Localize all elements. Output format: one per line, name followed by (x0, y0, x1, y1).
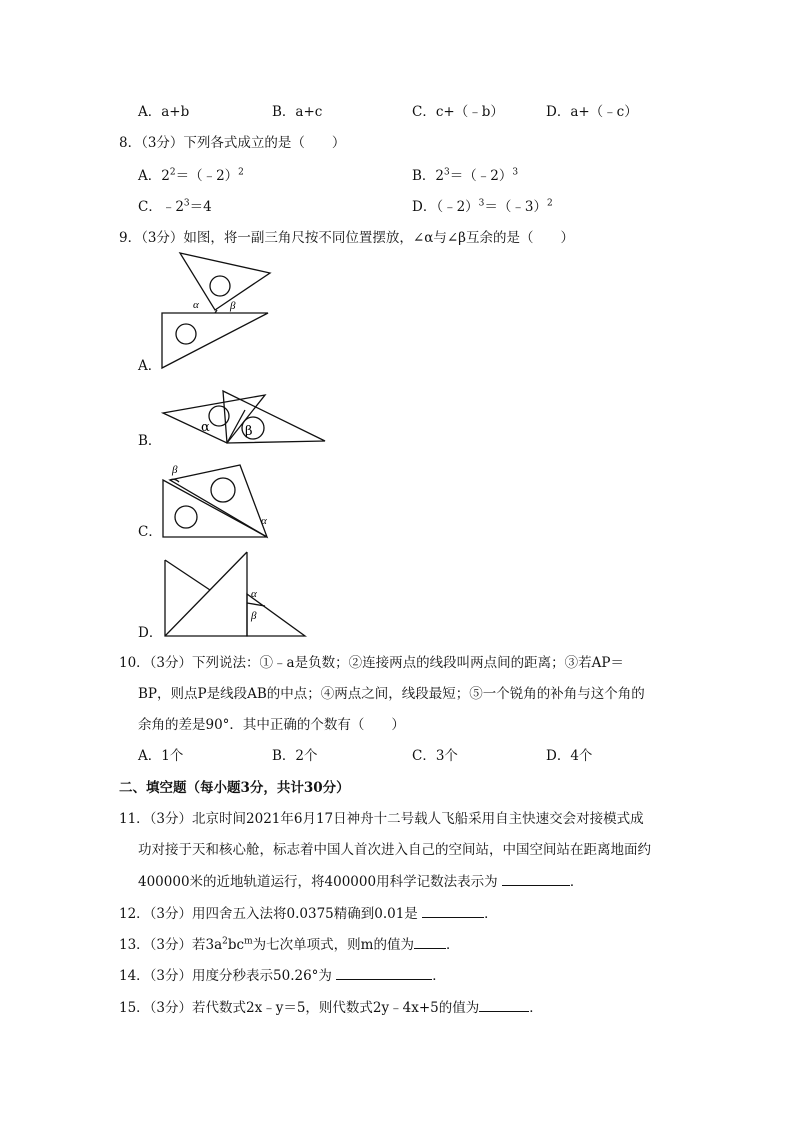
q11-line1: 11．（3分）北京时间2021年6月17日神舟十二号载人飞船采用自主快速交会对接模式成 (119, 811, 644, 827)
q8-option-d: D．（﹣2）$^3$＝（﹣3）$^2$ (412, 198, 553, 215)
q9-c-circle-top (211, 478, 235, 502)
q9-b-circle-left (209, 406, 229, 426)
q9-a-circle-bottom (176, 324, 196, 344)
q11-line3: 400000米的近地轨道运行，将400000用科学记数法表示为 ． (138, 874, 584, 890)
q9-b-alpha: α (201, 420, 210, 435)
q9-option-b-label: B． (138, 433, 162, 449)
q8-stem: 8．（3分）下列各式成立的是（ ） (119, 135, 346, 151)
q10-line2: BP，则点P是线段AB的中点；④两点之间，线段最短；⑤一个锐角的补角与这个角的 (138, 686, 645, 702)
q15-line: 15．（3分）若代数式2x﹣y＝5，则代数式2y﹣4x+5的值为 ． (119, 1000, 543, 1016)
q15-answer-blank[interactable] (479, 998, 529, 1012)
q10-line1: 10．（3分）下列说法：①﹣a是负数；②连接两点的线段叫两点间的距离；③若AP＝ (119, 655, 624, 671)
q11-line2: 功对接于天和核心舱，标志着中国人首次进入自己的空间站，中国空间站在距离地面约 (138, 842, 651, 858)
q9-option-d-label: D． (138, 625, 163, 641)
q12-answer-blank[interactable] (422, 904, 484, 918)
q9-figure-b (155, 385, 335, 455)
q10-line3: 余角的差是90°．其中正确的个数有（ ） (138, 717, 405, 733)
q9-a-alpha: α (193, 299, 199, 311)
q9-d-square (165, 560, 247, 636)
q9-c-beta: β (172, 464, 178, 476)
q9-stem: 9．（3分）如图，将一副三角尺按不同位置摆放，∠α与∠β互余的是（ ） (119, 230, 574, 246)
q9-c-alpha: α (261, 515, 267, 527)
q8-option-b: B．$2^3=(﹣2)^3$ (412, 167, 519, 184)
q7-option-c: C．c+（﹣b） (412, 104, 504, 120)
q7-option-a: A．a+b (138, 104, 190, 120)
q9-c-circle-bottom (175, 506, 197, 528)
q9-b-triangle-right (223, 391, 325, 443)
q8-option-a: A．$2^2=(﹣2)^2$ (138, 167, 244, 184)
q9-a-beta: β (230, 300, 236, 312)
q9-a-circle-top (210, 276, 230, 296)
q10-option-c: C．3个 (412, 748, 458, 764)
q9-d-alpha: α (251, 588, 257, 600)
q13-answer-blank[interactable] (414, 935, 446, 949)
q9-option-a-label: A． (138, 358, 162, 374)
q9-figure-c (155, 460, 285, 542)
q9-figure-d (155, 548, 315, 643)
q10-option-b: B．2个 (272, 748, 318, 764)
q9-figure-a (155, 248, 275, 378)
section-title: 二、填空题（每小题3分，共计30分） (119, 780, 350, 796)
q12-line: 12．（3分）用四舍五入法将0.0375精确到0.01是 ． (119, 906, 498, 922)
q14-line: 14．（3分）用度分秒表示50.26°为 ． (119, 968, 446, 984)
q13-line: 13．（3分）若$3a^2bc^m$为七次单项式，则m的值为 ． (119, 936, 460, 953)
q7-option-b: B．a+c (272, 104, 323, 120)
q10-option-d: D．4个 (546, 748, 593, 764)
q11-answer-blank[interactable] (502, 872, 570, 886)
q9-b-beta: β (245, 424, 253, 439)
q8-option-c: C．$﹣2^3=4$ (138, 198, 212, 215)
q10-option-a: A．1个 (138, 748, 184, 764)
q9-option-c-label: C． (138, 524, 162, 540)
q14-answer-blank[interactable] (336, 966, 432, 980)
q9-d-beta: β (251, 610, 257, 622)
q7-option-d: D．a+（﹣c） (546, 104, 638, 120)
